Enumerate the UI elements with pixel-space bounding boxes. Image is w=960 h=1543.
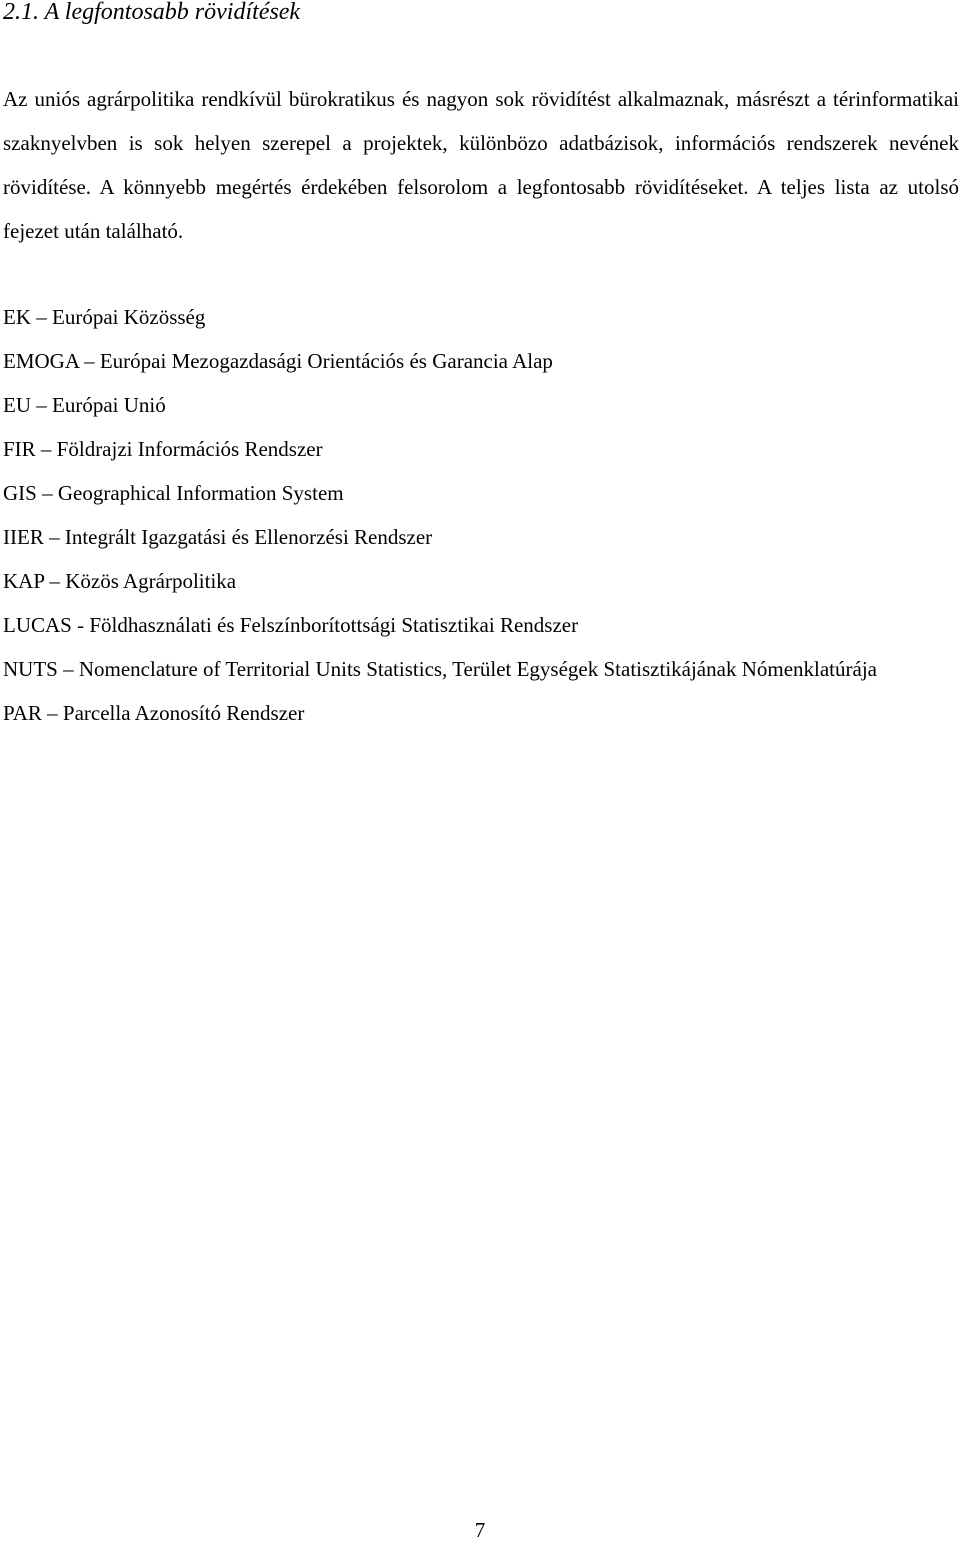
abbreviation-item: KAP – Közös Agrárpolitika: [3, 569, 237, 593]
section-heading: 2.1. A legfontosabb rövidítések: [3, 0, 301, 25]
abbreviation-item: EU – Európai Unió: [3, 393, 166, 417]
abbreviation-item: NUTS – Nomenclature of Territorial Units Statistics, Terület Egységek Statisztikájának Nómenklatúrája: [3, 657, 877, 681]
intro-paragraph: Az uniós agrárpolitika rendkívül bürokratikus és nagyon sok rövidítést alkalmaznak, másrészt a térinformatikai szaknyelvben is sok helyen szerepel a projektek, különbözo adatbázisok, információs rendszerek nevének rövidítése. A könnyebb megértés érdekében felsorolom a legfontosabb rövidítéseket. A teljes lista az utolsó fejezet után található.: [3, 87, 959, 243]
abbreviation-item: FIR – Földrajzi Információs Rendszer: [3, 437, 323, 461]
abbreviation-item: IIER – Integrált Igazgatási és Ellenorzési Rendszer: [3, 525, 433, 549]
abbreviation-item: LUCAS - Földhasználati és Felszínborítottsági Statisztikai Rendszer: [3, 613, 579, 637]
abbreviation-list: [3, 295, 959, 735]
abbreviation-item: GIS – Geographical Information System: [3, 481, 344, 505]
abbreviation-item: EMOGA – Európai Mezogazdasági Orientációs és Garancia Alap: [3, 349, 553, 373]
abbreviation-item: EK – Európai Közösség: [3, 305, 206, 329]
page-number: 7: [474, 1518, 486, 1542]
abbreviation-item: PAR – Parcella Azonosító Rendszer: [3, 701, 305, 725]
